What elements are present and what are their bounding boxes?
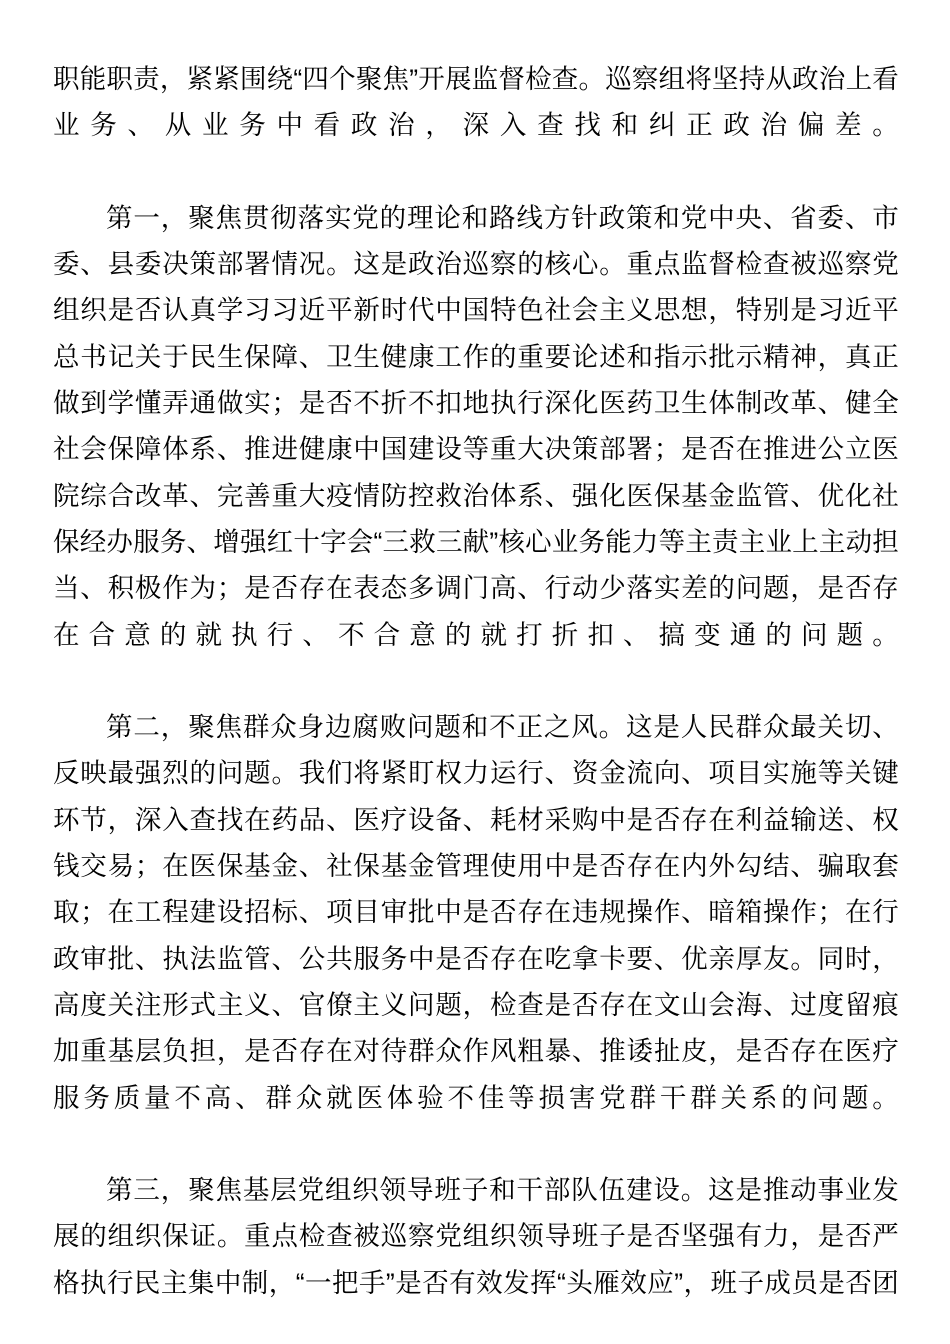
paragraph-point-one: 第一，聚焦贯彻落实党的理论和路线方针政策和党中央、省委、市委、县委决策部署情况。这是政治巡察的核心。重点监督检查被巡察党组织是否认真学习习近平新时代中国特色社会主义思想，特别是习近平总书记关于民生保障、卫生健康工作的重要论述和指示批示精神，真正做到学懂弄通做实；是否不折不扣地执行深化医药卫生体制改革、健全社会保障体系、推进健康中国建设等重大决策部署；是否在推进公立医院综合改革、完善重大疫情防控救治体系、强化医保基金监管、优化社保经办服务、增强红十字会“三救三献”核心业务能力等主责主业上主动担当、积极作为；是否存在表态多调门高、行动少落实差的问题，是否存在合意的就执行、不合意的就打折扣、搞变通的问题。 xyxy=(53,202,899,650)
paragraph-point-three: 第三，聚焦基层党组织领导班子和干部队伍建设。这是推动事业发展的组织保证。重点检查被巡察党组织领导班子是否坚强有力，是否严格执行民主集中制，“一把手”是否有效发挥“头雁效应”，班子成员是否团 xyxy=(53,1175,899,1298)
paragraph-point-two: 第二，聚焦群众身边腐败问题和不正之风。这是人民群众最关切、反映最强烈的问题。我们将紧盯权力运行、资金流向、项目实施等关键环节，深入查找在药品、医疗设备、耗材采购中是否存在利益输送、权钱交易；在医保基金、社保基金管理使用中是否存在内外勾结、骗取套取；在工程建设招标、项目审批中是否存在违规操作、暗箱操作；在行政审批、执法监管、公共服务中是否存在吃拿卡要、优亲厚友。同时，高度关注形式主义、官僚主义问题，检查是否存在文山会海、过度留痕加重基层负担，是否存在对待群众作风粗暴、推诿扯皮，是否存在医疗服务质量不高、群众就医体验不佳等损害党群干群关系的问题。 xyxy=(53,712,899,1113)
document-body xyxy=(53,56,899,1344)
paragraph-continued-opening: 职能职责，紧紧围绕“四个聚焦”开展监督检查。巡察组将坚持从政治上看业务、从业务中看政治，深入查找和纠正政治偏差。 xyxy=(53,64,899,141)
